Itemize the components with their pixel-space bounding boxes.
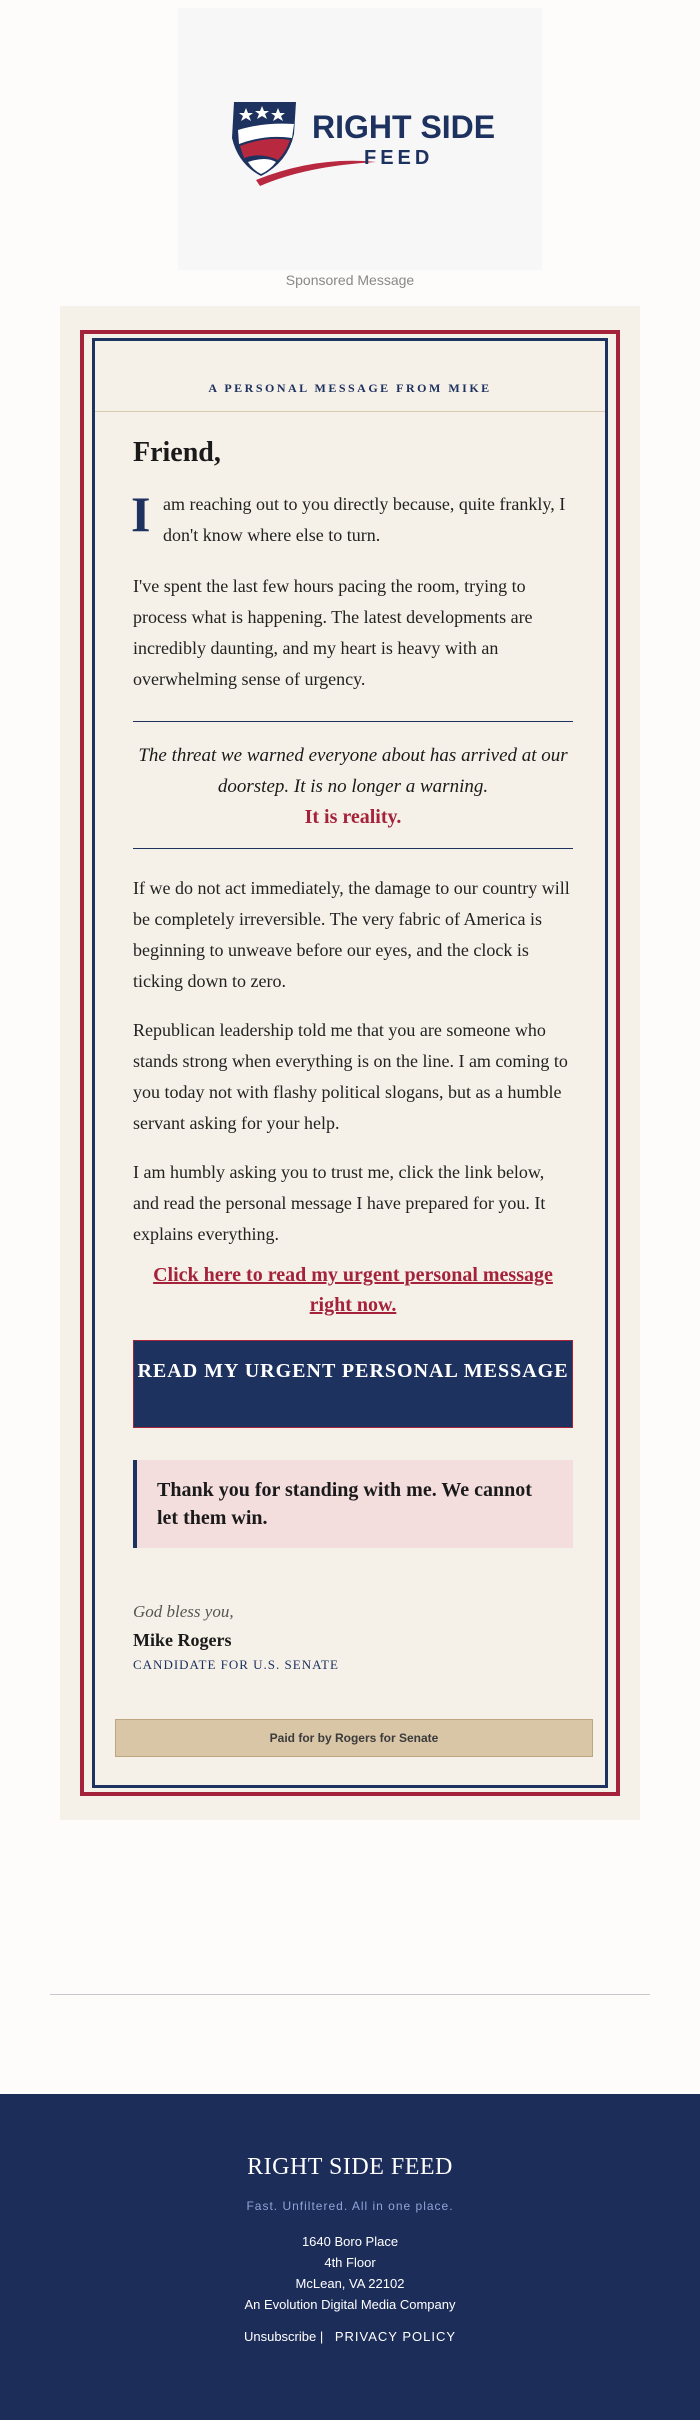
- paragraph-1: [131, 486, 573, 551]
- urgent-message-link[interactable]: Click here to read my urgent personal message right now.: [153, 1264, 553, 1316]
- footer-tagline: Fast. Unfiltered. All in one place.: [246, 2199, 454, 2213]
- unsubscribe-link[interactable]: Unsubscribe |: [243, 2329, 324, 2344]
- letter-kicker: A PERSONAL MESSAGE FROM MIKE: [208, 381, 492, 395]
- company-line: An Evolution Digital Media Company: [244, 2297, 456, 2312]
- footer-links: [0, 2329, 700, 2344]
- letter-frame-outer: [80, 330, 620, 1796]
- logo-area: [178, 8, 542, 270]
- paragraph-3: If we do not act immediately, the damage to our country will be completely irreversible. The very fabric of America is beginning to unweave before our eyes, and the clock is ticking down to zero.: [133, 878, 570, 991]
- signoff: God bless you,: [133, 1602, 234, 1621]
- letter-frame-inner: [92, 338, 608, 1788]
- signer-name: Mike Rogers: [133, 1630, 232, 1650]
- paragraph-2: I've spent the last few hours pacing the room, trying to process what is happening. The latest developments are incredibly daunting, and my heart is heavy with an overwhelming sense of urgency.: [133, 576, 533, 689]
- pull-quote-emphasis: It is reality.: [304, 806, 402, 828]
- footer-brand: RIGHT SIDE FEED: [247, 2154, 453, 2180]
- letter-body: [133, 437, 573, 1673]
- brand-line1: RIGHT SIDE: [312, 109, 496, 145]
- footer: [0, 2094, 700, 2420]
- pull-quote: The threat we warned everyone about has arrived at our doorstep. It is no longer a warning.: [138, 745, 568, 797]
- brand-line2: FEED: [364, 147, 434, 169]
- address-line-1: 1640 Boro Place: [301, 2234, 399, 2249]
- privacy-policy-link[interactable]: PRIVACY POLICY: [334, 2329, 457, 2344]
- address-line-3: McLean, VA 22102: [295, 2276, 405, 2291]
- thanks-callout: Thank you for standing with me. We cannot let them win.: [133, 1460, 573, 1548]
- quote-divider-bottom: [133, 848, 573, 849]
- signer-title: CANDIDATE FOR U.S. SENATE: [133, 1657, 339, 1672]
- quote-divider-top: [133, 721, 573, 722]
- paragraph-4: Republican leadership told me that you are someone who stands strong when everything is on the line. I am coming to you today not with flashy political slogans, but as a humble servant asking for your help.: [133, 1020, 568, 1133]
- letter-card: [60, 306, 640, 1820]
- read-message-button[interactable]: READ MY URGENT PERSONAL MESSAGE: [133, 1340, 573, 1428]
- right-side-feed-logo[interactable]: [226, 100, 498, 190]
- footer-divider: [50, 1994, 650, 1995]
- address-line-2: 4th Floor: [324, 2255, 376, 2270]
- kicker-divider: [95, 411, 605, 412]
- footer-address: [0, 2231, 700, 2315]
- drop-cap: I: [131, 486, 151, 542]
- paid-for-disclaimer: Paid for by Rogers for Senate: [115, 1719, 593, 1757]
- paragraph-1-text: am reaching out to you directly because, quite frankly, I don't know where else to turn.: [163, 494, 566, 545]
- greeting: Friend,: [133, 437, 221, 468]
- paragraph-5: I am humbly asking you to trust me, click the link below, and read the personal message I have prepared for you. It explains everything.: [133, 1162, 546, 1244]
- sponsored-label: Sponsored Message: [285, 272, 415, 288]
